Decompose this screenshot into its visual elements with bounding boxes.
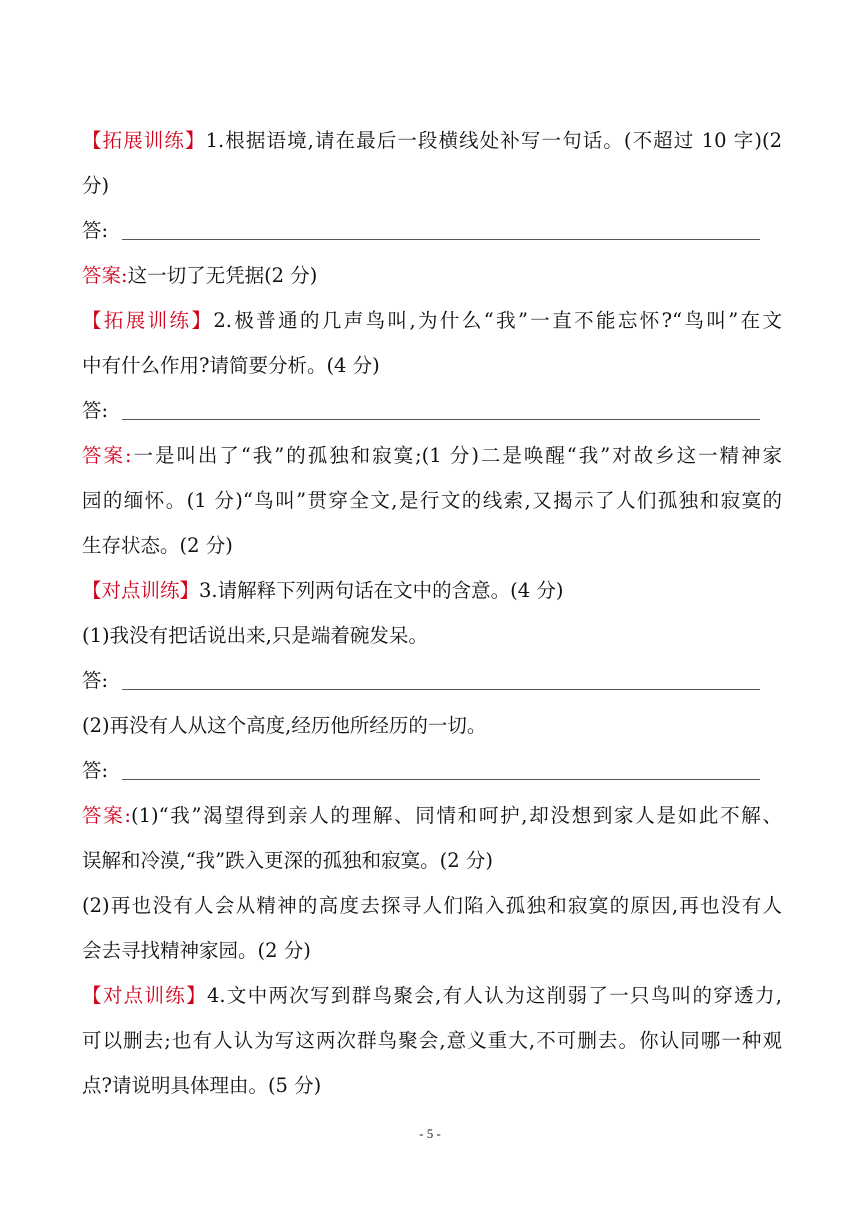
- document-body: [82, 118, 782, 1108]
- q1-answer-blank[interactable]: [82, 208, 782, 253]
- q2-answer-line2: 园的缅怀。(1 分)“鸟叫”贯穿全文,是行文的线索,又揭示了人们孤独和寂寞的: [82, 489, 782, 512]
- q3-sub2-answer-underline: [122, 779, 760, 780]
- q1-answer-text: 这一切了无凭据(2 分): [127, 264, 318, 287]
- q3-answer-line3: (2)再也没有人会从精神的高度去探寻人们陷入孤独和寂寞的原因,再也没有人: [82, 894, 782, 917]
- q2-answer-line1: [82, 433, 782, 478]
- q3-sub2: (2)再没有人从这个高度,经历他所经历的一切。: [82, 714, 487, 737]
- q2-text: 2.极普通的几声鸟叫,为什么“我”一直不能忘怀?“鸟叫”在文: [213, 309, 782, 332]
- q2-line2: 中有什么作用?请简要分析。(4 分): [82, 354, 380, 377]
- q4-tag: 【对点训练】: [82, 984, 207, 1007]
- q2-line1: [82, 298, 782, 343]
- q3-text: 3.请解释下列两句话在文中的含意。(4 分): [199, 579, 564, 602]
- q3-tag: 【对点训练】: [82, 579, 200, 602]
- q1-line1: [82, 118, 782, 163]
- q3-sub1-answer-blank[interactable]: [82, 658, 782, 703]
- q4-line3: 点?请说明具体理由。(5 分): [82, 1074, 322, 1097]
- q4-line2: 可以删去;也有人认为写这两次群鸟聚会,意义重大,不可删去。你认同哪一种观: [82, 1029, 782, 1052]
- q3-answer-line2: 误解和冷漠,“我”跌入更深的孤独和寂寞。(2 分): [82, 849, 493, 872]
- q1-answer: [82, 253, 782, 298]
- q1-answer-label: 答案:: [82, 264, 128, 287]
- page-number: - 5 -: [419, 1126, 441, 1141]
- q3-sub1: (1)我没有把话说出来,只是端着碗发呆。: [82, 624, 428, 647]
- q1-line2: 分): [82, 174, 110, 197]
- q3-sub2-answer-blank[interactable]: [82, 748, 782, 793]
- q4-text: 4.文中两次写到群鸟聚会,有人认为这削弱了一只鸟叫的穿透力,: [206, 984, 782, 1007]
- q2-answer-line3: 生存状态。(2 分): [82, 534, 233, 557]
- q1-text: 1.根据语境,请在最后一段横线处补写一句话。(不超过 10 字)(2: [205, 129, 782, 152]
- q3-answer-text-1: (1)“我”渴望得到亲人的理解、同情和呵护,却没想到家人是如此不解、: [131, 804, 782, 827]
- q1-answer-prompt: 答:: [82, 219, 109, 242]
- q3-sub1-answer-prompt: 答:: [82, 669, 109, 692]
- q2-answer-text-1: 一是叫出了“我”的孤独和寂寞;(1 分)二是唤醒“我”对故乡这一精神家: [131, 444, 782, 467]
- q3-answer-line1: [82, 793, 782, 838]
- q2-answer-underline: [122, 419, 760, 420]
- q2-answer-prompt: 答:: [82, 399, 109, 422]
- q2-tag: 【拓展训练】: [82, 309, 214, 332]
- q2-answer-label: 答案:: [82, 444, 132, 467]
- q3-sub1-answer-underline: [122, 689, 760, 690]
- q3-line1: [82, 568, 782, 613]
- q4-line1: [82, 973, 782, 1018]
- q1-answer-underline: [122, 239, 760, 240]
- q3-answer-line4: 会去寻找精神家园。(2 分): [82, 939, 311, 962]
- q1-tag: 【拓展训练】: [82, 129, 206, 152]
- q3-sub2-answer-prompt: 答:: [82, 759, 109, 782]
- q3-answer-label: 答案:: [82, 804, 131, 827]
- q2-answer-blank[interactable]: [82, 388, 782, 433]
